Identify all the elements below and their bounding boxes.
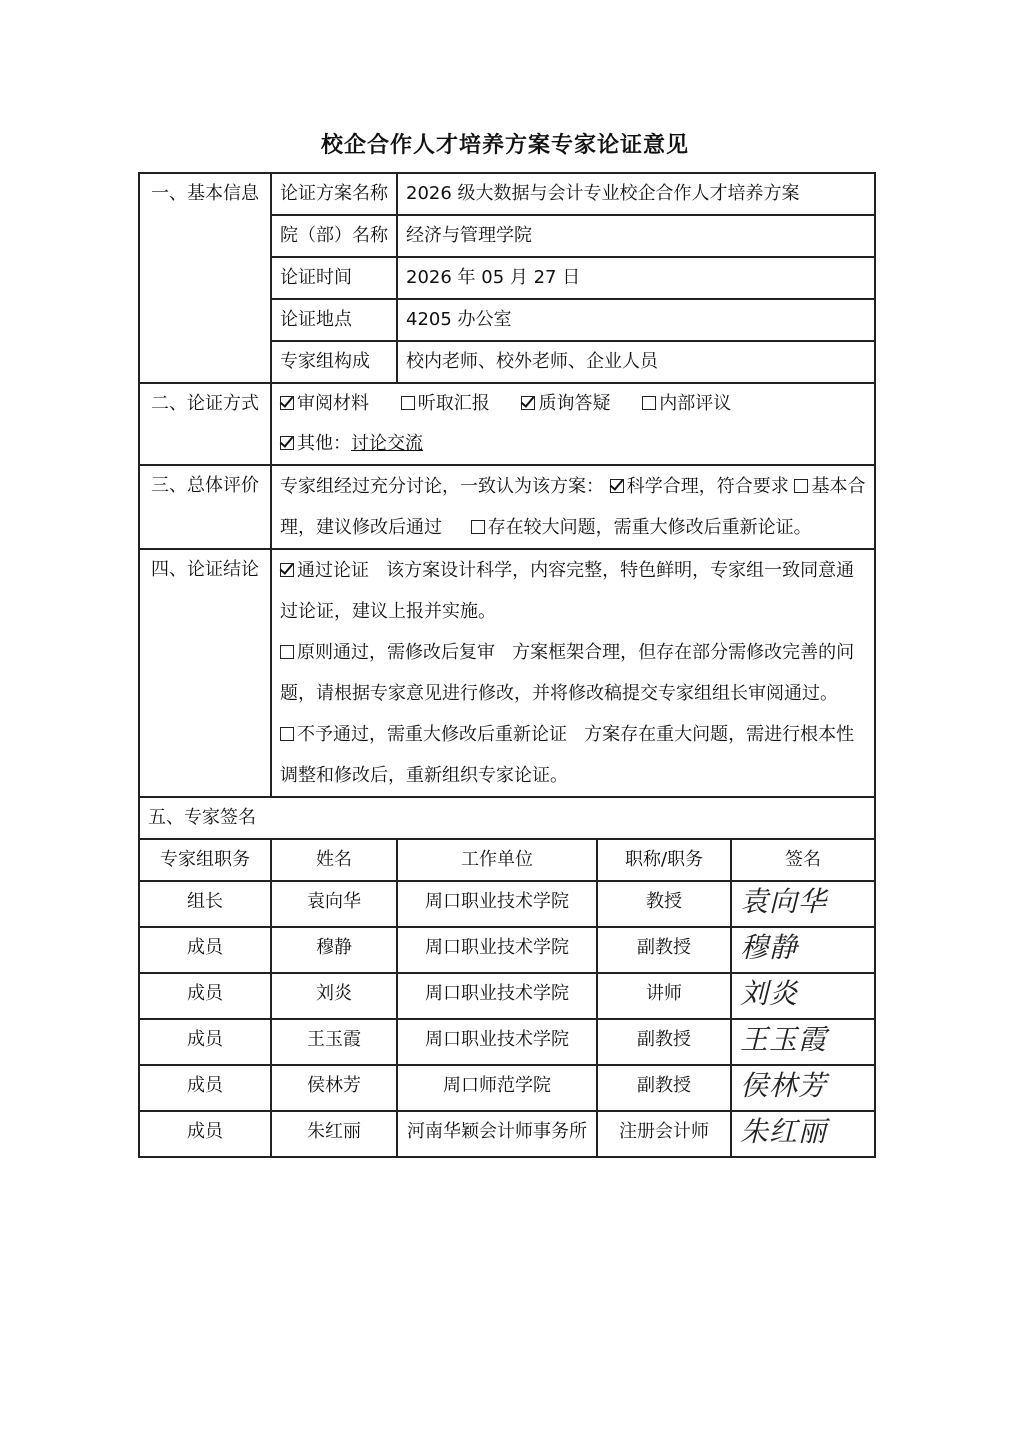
table-row — [139, 927, 875, 973]
cell-name: 侯林芳 — [271, 1065, 397, 1111]
method-row — [139, 383, 875, 465]
signature-header-row — [139, 839, 875, 881]
value-date: 2026 年 05 月 27 日 — [397, 257, 875, 299]
cell-signature — [731, 927, 875, 973]
table-row — [139, 1111, 875, 1157]
method-other-value: 讨论交流 — [351, 433, 423, 454]
checkbox-checked-icon — [521, 396, 535, 410]
header-title: 职称/职务 — [597, 839, 731, 881]
form-table — [138, 172, 876, 1158]
checkbox-checked-icon — [280, 563, 294, 577]
cell-unit: 周口职业技术学院 — [397, 1019, 597, 1065]
cell-role: 成员 — [139, 1111, 271, 1157]
cell-name: 穆静 — [271, 927, 397, 973]
handwritten-signature: 王玉霞 — [740, 1023, 828, 1056]
method-option-other[interactable]: 其他：讨论交流 — [280, 424, 866, 464]
table-row — [139, 881, 875, 927]
conclusion-option-reject[interactable]: 不予通过，需重大修改后重新论证 方案存在重大问题，需进行根本性调整和修改后，重新组织专家论证。 — [280, 724, 855, 786]
cell-role: 成员 — [139, 1019, 271, 1065]
handwritten-signature: 侯林芳 — [740, 1069, 828, 1102]
handwritten-signature: 刘炎 — [740, 977, 799, 1010]
cell-title: 讲师 — [597, 973, 731, 1019]
handwritten-signature: 穆静 — [740, 931, 799, 964]
conclusion-content — [271, 549, 875, 797]
cell-unit: 周口职业技术学院 — [397, 927, 597, 973]
method-option-internal[interactable]: 内部评议 — [642, 393, 731, 414]
conclusion-option-pass[interactable]: 通过论证 该方案设计科学，内容完整，特色鲜明，专家组一致同意通过论证，建议上报并实施。 — [280, 560, 855, 622]
label-dept: 院（部）名称 — [271, 215, 397, 257]
basic-row-plan-name — [139, 173, 875, 215]
evaluation-content: 专家组经过充分讨论，一致认为该方案： 科学合理，符合要求 基本合理，建议修改后通过 存在较大问题，需重大修改后重新论证。 — [271, 465, 875, 549]
checkbox-empty-icon — [401, 396, 415, 410]
conclusion-option-revise[interactable]: 原则通过，需修改后复审 方案框架合理，但存在部分需修改完善的问题，请根据专家意见进行修改，并将修改稿提交专家组组长审阅通过。 — [280, 642, 855, 704]
cell-unit: 周口职业技术学院 — [397, 973, 597, 1019]
document-title: 校企合作人才培养方案专家论证意见 — [320, 133, 689, 158]
cell-title: 副教授 — [597, 1019, 731, 1065]
header-name: 姓名 — [271, 839, 397, 881]
table-row — [139, 1019, 875, 1065]
cell-name: 袁向华 — [271, 881, 397, 927]
value-dept: 经济与管理学院 — [397, 215, 875, 257]
evaluation-option-basic[interactable]: 基本合理，建议修改后通过 — [280, 476, 866, 538]
checkbox-empty-icon — [642, 396, 656, 410]
conclusion-section-label: 四、论证结论 — [139, 549, 271, 797]
cell-signature — [731, 1111, 875, 1157]
evaluation-section-label: 三、总体评价 — [139, 465, 271, 549]
label-plan-name: 论证方案名称 — [271, 173, 397, 215]
method-section-label: 二、论证方式 — [139, 383, 271, 465]
table-row — [139, 973, 875, 1019]
cell-signature — [731, 1019, 875, 1065]
cell-role: 组长 — [139, 881, 271, 927]
label-experts: 专家组构成 — [271, 341, 397, 383]
conclusion-row — [139, 549, 875, 797]
cell-title: 副教授 — [597, 927, 731, 973]
value-experts: 校内老师、校外老师、企业人员 — [397, 341, 875, 383]
cell-unit: 河南华颖会计师事务所 — [397, 1111, 597, 1157]
header-signature: 签名 — [731, 839, 875, 881]
value-plan-name: 2026 级大数据与会计专业校企合作人才培养方案 — [397, 173, 875, 215]
method-option-report[interactable]: 听取汇报 — [401, 393, 490, 414]
checkbox-checked-icon — [280, 396, 294, 410]
signature-section-row — [139, 797, 875, 839]
checkbox-empty-icon — [471, 520, 485, 534]
cell-title: 注册会计师 — [597, 1111, 731, 1157]
table-row — [139, 1065, 875, 1111]
evaluation-option-pass[interactable]: 科学合理，符合要求 — [610, 476, 789, 497]
method-options — [271, 383, 875, 465]
cell-signature — [731, 881, 875, 927]
checkbox-empty-icon — [794, 479, 808, 493]
cell-name: 朱红丽 — [271, 1111, 397, 1157]
checkbox-empty-icon — [280, 645, 294, 659]
checkbox-checked-icon — [280, 436, 294, 450]
cell-title: 副教授 — [597, 1065, 731, 1111]
cell-signature — [731, 973, 875, 1019]
cell-role: 成员 — [139, 1065, 271, 1111]
handwritten-signature: 朱红丽 — [740, 1115, 828, 1148]
cell-title: 教授 — [597, 881, 731, 927]
cell-unit: 周口职业技术学院 — [397, 881, 597, 927]
handwritten-signature: 袁向华 — [740, 885, 828, 918]
label-place: 论证地点 — [271, 299, 397, 341]
evaluation-option-problem[interactable]: 存在较大问题，需重大修改后重新论证。 — [471, 517, 812, 538]
label-date: 论证时间 — [271, 257, 397, 299]
evaluation-row — [139, 465, 875, 549]
cell-signature — [731, 1065, 875, 1111]
value-place: 4205 办公室 — [397, 299, 875, 341]
cell-name: 刘炎 — [271, 973, 397, 1019]
basic-section-label: 一、基本信息 — [139, 173, 271, 383]
header-unit: 工作单位 — [397, 839, 597, 881]
checkbox-empty-icon — [280, 727, 294, 741]
cell-unit: 周口师范学院 — [397, 1065, 597, 1111]
checkbox-checked-icon — [610, 479, 624, 493]
cell-role: 成员 — [139, 973, 271, 1019]
method-option-qa[interactable]: 质询答疑 — [521, 393, 610, 414]
method-option-review[interactable]: 审阅材料 — [280, 393, 369, 414]
cell-name: 王玉霞 — [271, 1019, 397, 1065]
cell-role: 成员 — [139, 927, 271, 973]
header-role: 专家组职务 — [139, 839, 271, 881]
signature-section-label: 五、专家签名 — [139, 797, 875, 839]
